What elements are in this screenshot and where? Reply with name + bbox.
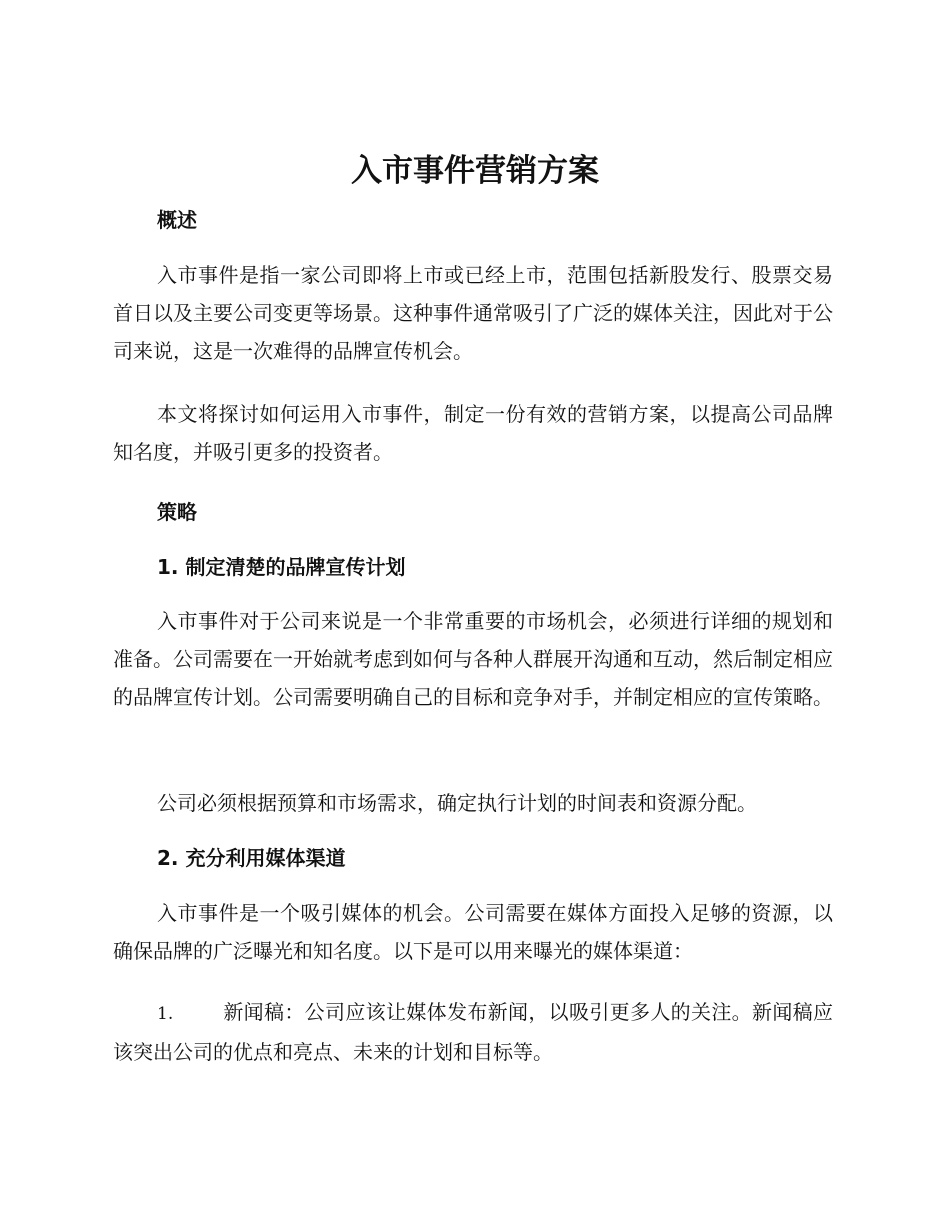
heading-strategy: 策略 [157, 500, 197, 524]
list-item-number: 1. [157, 1004, 174, 1024]
document-title: 入市事件营销方案 [351, 153, 599, 189]
heading-media-channels: 2. 充分利用媒体渠道 [157, 846, 346, 870]
list-item-text: 新闻稿：公司应该让媒体发布新闻，以吸引更多人的关注。新闻稿应该突出公司的优点和亮点、未来的计划和目标等。 [113, 1000, 833, 1064]
list-item [113, 993, 833, 1071]
paragraph-media-channels-1: 入市事件是一个吸引媒体的机会。公司需要在媒体方面投入足够的资源，以确保品牌的广泛曝光和知名度。以下是可以用来曝光的媒体渠道： [113, 901, 833, 963]
paragraph-brand-plan-1: 入市事件对于公司来说是一个非常重要的市场机会，必须进行详细的规划和准备。公司需要在一开始就考虑到如何与各种人群展开沟通和互动，然后制定相应的品牌宣传计划。公司需要明确自己的目标和竞争对手，并制定相应的宣传策略。 [113, 609, 833, 709]
heading-brand-plan: 1. 制定清楚的品牌宣传计划 [157, 555, 406, 579]
heading-overview: 概述 [157, 208, 197, 232]
paragraph-overview-2: 本文将探讨如何运用入市事件，制定一份有效的营销方案，以提高公司品牌知名度，并吸引更多的投资者。 [113, 402, 833, 464]
paragraph-brand-plan-2: 公司必须根据预算和市场需求，确定执行计划的时间表和资源分配。 [157, 791, 757, 815]
paragraph-overview-1: 入市事件是指一家公司即将上市或已经上市，范围包括新股发行、股票交易首日以及主要公司变更等场景。这种事件通常吸引了广泛的媒体关注，因此对于公司来说，这是一次难得的品牌宣传机会。 [113, 263, 833, 363]
